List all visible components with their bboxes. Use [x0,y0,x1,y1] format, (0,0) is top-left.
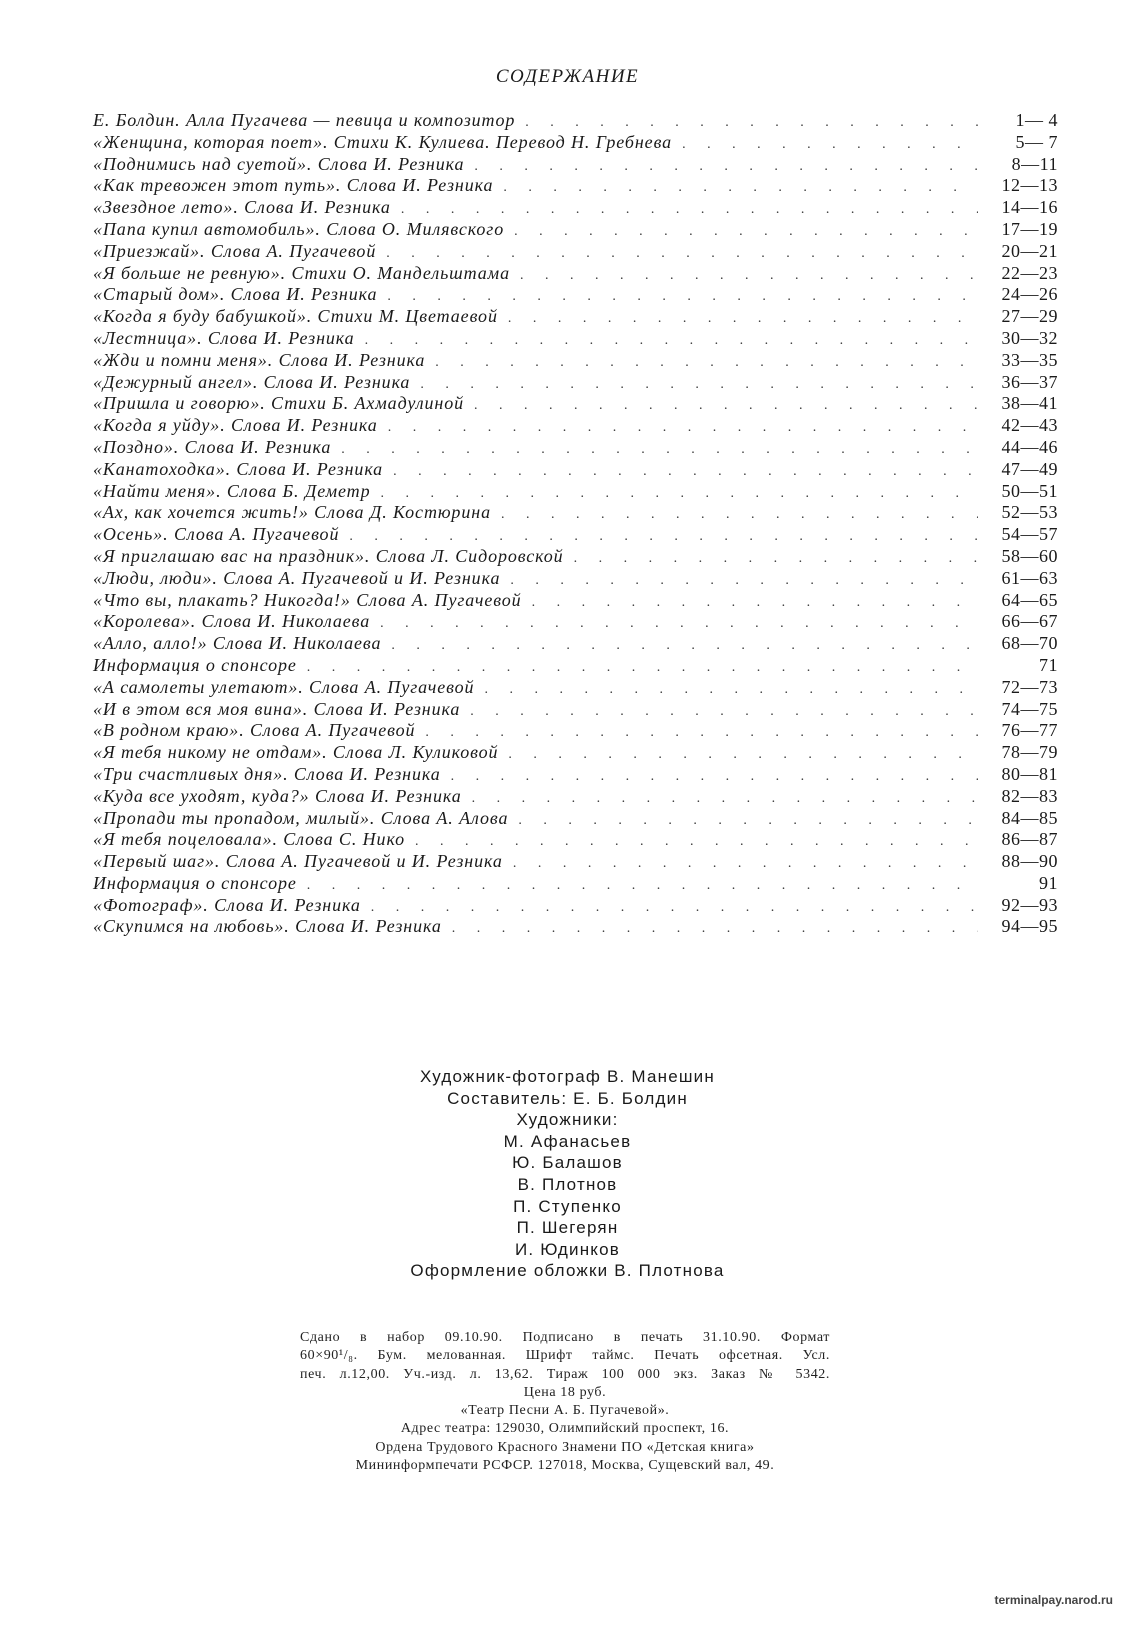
toc-entry-pages: 38—41 [1001,393,1058,414]
imprint-price: Цена 18 руб. [523,1384,607,1400]
compiler-credit: Составитель: Е. Б. Болдин [447,1088,688,1108]
toc-entry-pages: 74—75 [1001,698,1058,719]
toc-entry-pages: 92—93 [1001,894,1058,915]
toc-entry-title: «И в этом вся моя вина». Слова И. Резника [93,698,461,719]
toc-dot-leader [387,286,978,308]
toc-dot-leader [510,570,978,592]
toc-entry [93,110,1058,132]
toc-dot-leader [307,657,978,679]
toc-entry-title: Информация о спонсоре [93,654,297,675]
toc-entry-title: «Что вы, плакать? Никогда!» Слова А. Пугачевой [93,589,522,610]
toc-entry-title: «Как тревожен этот путь». Слова И. Резника [93,175,494,196]
toc-entry-pages: 61—63 [1001,567,1058,588]
toc-entry-pages: 1— 4 [1015,110,1058,130]
toc-entry [93,219,1058,241]
toc-entry-title: «Ах, как хочется жить!» Слова Д. Костюрина [93,502,491,523]
toc-title: СОДЕРЖАНИЕ [495,66,640,87]
toc-entry [93,284,1058,306]
toc-entry-pages: 47—49 [1001,458,1058,479]
toc-entry [93,655,1058,677]
artists-list [0,1131,1135,1261]
artists-heading: Художники: [516,1110,619,1130]
toc-dot-leader [393,461,978,483]
toc-entry-title: «Старый дом». Слова И. Резника [93,284,378,305]
toc-entry-title: «Приезжай». Слова А. Пугачевой [93,240,377,261]
toc-dot-leader [381,483,979,505]
toc-entry [93,350,1058,372]
toc-entry-title: «Осень». Слова А. Пугачевой [93,524,340,545]
toc-dot-leader [425,722,978,744]
toc-entry-pages: 88—90 [1001,851,1058,872]
imprint-theatre: «Театр Песни А. Б. Пугачевой». [460,1403,670,1419]
toc-dot-leader [574,548,978,570]
toc-entry [93,633,1058,655]
toc-dot-leader [388,417,978,439]
toc-entry [93,241,1058,263]
toc-dot-leader [349,526,978,548]
toc-entry [93,916,1058,938]
toc-entry-title: «Я тебя поцеловала». Слова С. Нико [93,829,405,850]
toc-entry-title: «Когда я уйду». Слова И. Резника [93,415,378,436]
toc-dot-leader [484,679,978,701]
toc-entry [93,524,1058,546]
toc-entry [93,132,1058,154]
toc-entry [93,502,1058,524]
toc-entry [93,459,1058,481]
toc-entry [93,786,1058,808]
credits-block [0,1066,1135,1282]
toc-dot-leader [514,221,978,243]
toc-entry-title: «Скупимся на любовь». Слова И. Резника [93,916,442,937]
toc-entry-pages: 8—11 [1011,153,1058,174]
toc-dot-leader [520,265,978,287]
toc-entry [93,568,1058,590]
toc-entry-pages: 68—70 [1001,633,1058,654]
toc-entry [93,764,1058,786]
watermark: terminalpay.narod.ru [994,1593,1113,1607]
toc-dot-leader [532,592,978,614]
toc-entry-title: «Канатоходка». Слова И. Резника [93,458,384,479]
toc-dot-leader [420,374,978,396]
toc-entry-title: «Пришла и говорю». Стихи Б. Ахмадулиной [93,393,465,414]
toc-dot-leader [474,395,978,417]
toc-dot-leader [451,766,978,788]
toc-entry [93,590,1058,612]
toc-dot-leader [380,613,978,635]
imprint-block [300,1329,830,1475]
toc-entry [93,175,1058,197]
toc-entry-title: «Три счастливых дня». Слова И. Резника [93,763,441,784]
toc-entry-pages: 66—67 [1001,611,1058,632]
toc-entry [93,829,1058,851]
toc-entry-title: «Я приглашаю вас на праздник». Слова Л. Сидоровской [93,545,564,566]
toc-entry-title: «Первый шаг». Слова А. Пугачевой и И. Резника [93,851,503,872]
toc-entry [93,437,1058,459]
toc-dot-leader [472,788,978,810]
toc-entry-title: «Я тебя никому не отдам». Слова Л. Куликовой [93,742,499,763]
toc-entry-pages: 30—32 [1001,327,1058,348]
toc-dot-leader [518,810,978,832]
toc-dot-leader [365,330,978,352]
toc-entry-pages: 5— 7 [1015,131,1058,152]
toc-entry-title: «Папа купил автомобиль». Слова О. Милявского [93,218,505,239]
toc-entry-title: «Фотограф». Слова И. Резника [93,894,361,915]
imprint-line: печ. л.12,00. Уч.-изд. л. 13,62. Тираж 100 000 экз. Заказ № 5342. [300,1366,830,1382]
toc-entry [93,873,1058,895]
toc-entry-pages: 14—16 [1001,197,1058,218]
toc-entry-title: «Звездное лето». Слова И. Резника [93,197,391,218]
toc-entry-pages: 33—35 [1001,349,1058,370]
artist-name: П. Ступенко [513,1196,622,1216]
toc-entry-title: «Поздно». Слова И. Резника [93,436,332,457]
toc-entry-pages: 52—53 [1001,502,1058,523]
toc-entry-pages: 76—77 [1001,720,1058,741]
toc-dot-leader [682,134,978,156]
toc-entry-pages: 71 [1039,654,1058,675]
toc-entry [93,611,1058,633]
imprint-address: Адрес театра: 129030, Олимпийский проспект, 16. [400,1421,730,1437]
toc-entry-pages: 80—81 [1001,763,1058,784]
toc-dot-leader [371,897,978,919]
artist-name: В. Плотнов [517,1174,618,1194]
toc-entry [93,546,1058,568]
toc-entry [93,263,1058,285]
toc-entry-pages: 58—60 [1001,545,1058,566]
toc-entry-title: «Жди и помни меня». Слова И. Резника [93,349,426,370]
toc-dot-leader [386,243,978,265]
toc-entry-title: Е. Болдин. Алла Пугачева — певица и композитор [93,110,516,130]
artist-name: П. Шегерян [516,1218,619,1238]
artist-name: М. Афанасьев [503,1131,632,1151]
toc-entry-pages: 72—73 [1001,676,1058,697]
toc-dot-leader [525,112,978,134]
toc-entry-title: Информация о спонсоре [93,872,297,893]
table-of-contents [93,110,1058,938]
artist-name: Ю. Балашов [512,1153,623,1173]
toc-entry [93,393,1058,415]
toc-dot-leader [391,635,978,657]
toc-entry-title: «Алло, алло!» Слова И. Николаева [93,633,382,654]
toc-dot-leader [435,352,978,374]
toc-dot-leader [513,853,978,875]
toc-dot-leader [508,744,978,766]
toc-entry [93,895,1058,917]
toc-entry [93,808,1058,830]
toc-entry-pages: 78—79 [1001,742,1058,763]
toc-entry-pages: 64—65 [1001,589,1058,610]
toc-entry-title: «Поднимись над суетой». Слова И. Резника [93,153,465,174]
toc-entry-pages: 50—51 [1001,480,1058,501]
imprint-line: Сдано в набор 09.10.90. Подписано в печать 31.10.90. Формат [300,1330,830,1345]
toc-entry-pages: 22—23 [1001,262,1058,283]
toc-entry-pages: 44—46 [1001,436,1058,457]
toc-entry-pages: 27—29 [1001,306,1058,327]
toc-entry [93,328,1058,350]
toc-entry-pages: 54—57 [1001,524,1058,545]
toc-entry-pages: 42—43 [1001,415,1058,436]
toc-entry-pages: 94—95 [1001,916,1058,937]
toc-entry [93,306,1058,328]
toc-dot-leader [401,199,978,221]
toc-entry [93,720,1058,742]
toc-dot-leader [474,156,978,178]
toc-entry [93,851,1058,873]
toc-entry-title: «Пропади ты пропадом, милый». Слова А. Алова [93,807,509,828]
imprint-ministry: Мининформпечати РСФСР. 127018, Москва, Сущевский вал, 49. [355,1458,775,1474]
imprint-publisher: Ордена Трудового Красного Знамени ПО «Детская книга» [375,1439,755,1455]
toc-dot-leader [501,504,978,526]
toc-entry-pages: 86—87 [1001,829,1058,850]
toc-entry-pages: 82—83 [1001,785,1058,806]
toc-entry [93,699,1058,721]
toc-entry-title: «В родном краю». Слова А. Пугачевой [93,720,416,741]
toc-entry-pages: 91 [1039,872,1058,893]
toc-dot-leader [307,875,978,897]
toc-entry [93,197,1058,219]
toc-dot-leader [470,701,978,723]
toc-entry-title: «Я больше не ревную». Стихи О. Мандельштама [93,262,510,283]
toc-entry-title: «Женщина, которая поет». Стихи К. Кулиева. Перевод Н. Гребнева [93,131,673,152]
imprint-line: 60×90¹/₈. Бум. мелованная. Шрифт таймс. Печать офсетная. Усл. [300,1348,830,1364]
toc-entry-pages: 20—21 [1001,240,1058,261]
artist-name: И. Юдинков [515,1239,620,1259]
cover-design-credit: Оформление обложки В. Плотнова [410,1261,725,1281]
toc-entry-title: «Королева». Слова И. Николаева [93,611,371,632]
toc-entry-title: «А самолеты улетают». Слова А. Пугачевой [93,676,475,697]
toc-entry [93,481,1058,503]
toc-entry-title: «Лестница». Слова И. Резника [93,327,355,348]
toc-dot-leader [452,918,978,940]
toc-entry-title: «Дежурный ангел». Слова И. Резника [93,371,411,392]
toc-dot-leader [508,308,978,330]
toc-entry-pages: 84—85 [1001,807,1058,828]
toc-entry-title: «Когда я буду бабушкой». Стихи М. Цветаевой [93,306,498,327]
toc-dot-leader [503,177,978,199]
toc-entry-title: «Найти меня». Слова Б. Деметр [93,480,371,501]
toc-entry-pages: 17—19 [1001,218,1058,239]
toc-entry-pages: 12—13 [1001,175,1058,196]
photographer-credit: Художник-фотограф В. Манешин [420,1067,715,1086]
toc-entry [93,415,1058,437]
toc-entry-pages: 24—26 [1001,284,1058,305]
toc-entry [93,372,1058,394]
toc-dot-leader [341,439,978,461]
toc-entry [93,742,1058,764]
toc-dot-leader [415,831,978,853]
toc-entry-title: «Куда все уходят, куда?» Слова И. Резника [93,785,462,806]
toc-entry-title: «Люди, люди». Слова А. Пугачевой и И. Резника [93,567,501,588]
toc-entry [93,154,1058,176]
toc-entry-pages: 36—37 [1001,371,1058,392]
toc-entry [93,677,1058,699]
